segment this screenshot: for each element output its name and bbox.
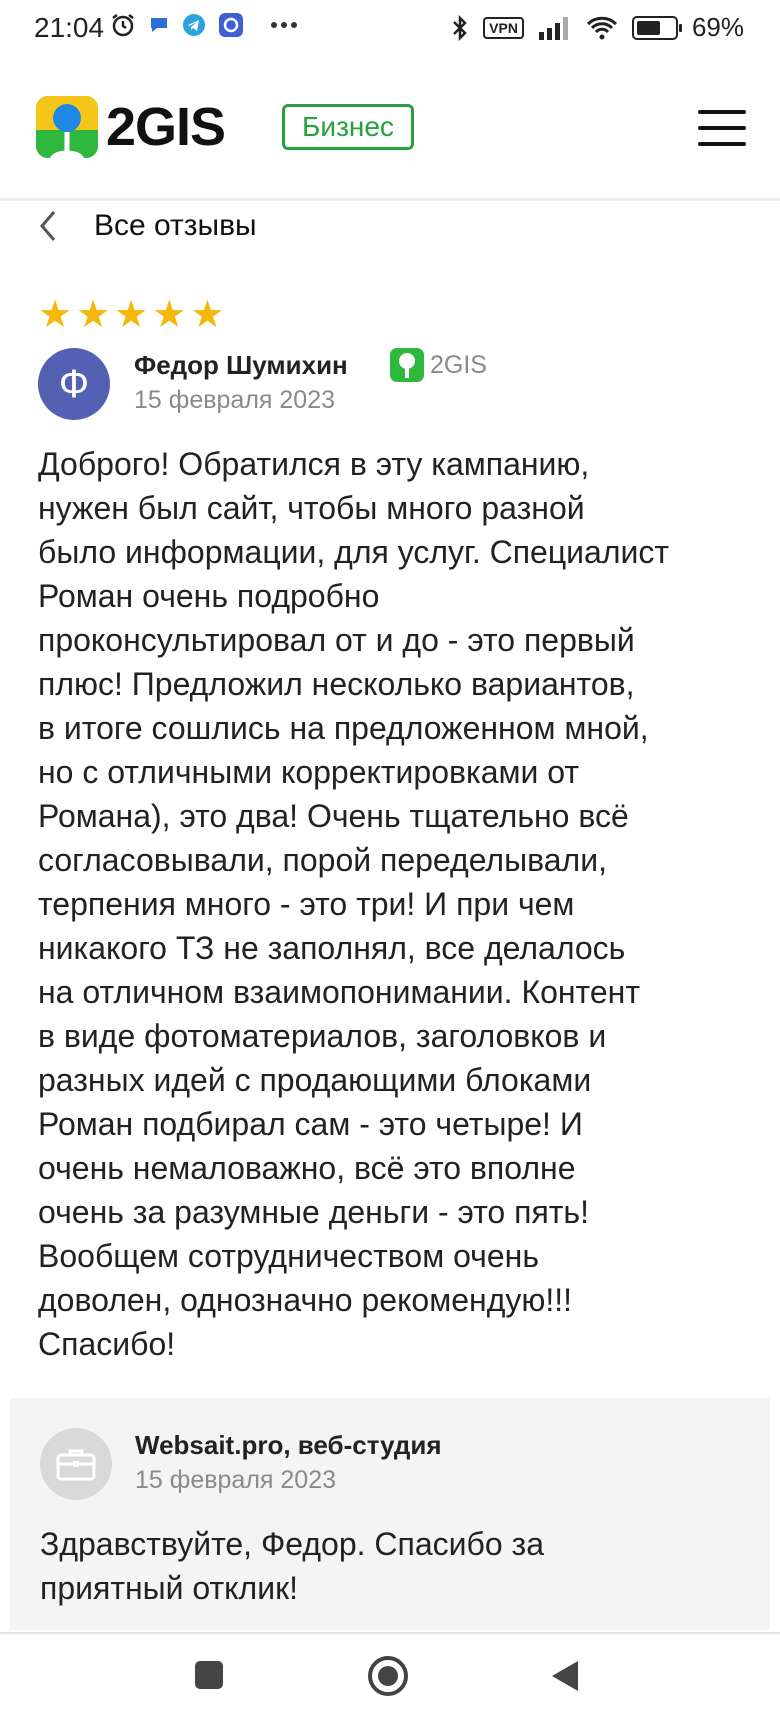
system-icons <box>451 12 744 43</box>
signal-icon <box>538 16 572 40</box>
mail-icon <box>218 12 244 38</box>
review-text: Доброго! Обратился в эту кампанию, нужен был сайт, чтобы много разной было информации, для услуг. Специалист Роман очень подробно проконсультировал от и до - это первый плюс! Предложил несколько вариантов, в итоге сошлись на предложенном мной, но с отличными корректировками от Романа), это два! Очень тщательно всё согласовывали, порой переделывали, терпения много - это три! И при чем никакого ТЗ не заполнял, все делалось на отличном взаимопонимании. Контент в виде фотоматериалов, заголовков и разных идей с продающими блоками Роман подбирал сам - это четыре! И очень немаловажно, всё это вполне очень за разумные деньги - это пять! Вообщем сотрудничеством очень доволен, однозначно рекомендую!!! Спасибо! <box>38 446 670 1362</box>
star-icon: ★ <box>38 294 73 336</box>
app-header <box>0 72 780 201</box>
answer-date: 15 февраля 2023 <box>135 1466 337 1494</box>
battery-percent: 69% <box>691 12 744 42</box>
notification-icons <box>110 12 298 38</box>
review-date: 15 февраля 2023 <box>134 386 336 414</box>
recent-apps-button[interactable] <box>192 1658 226 1692</box>
vpn-icon: VPN <box>483 17 524 39</box>
back-button[interactable] <box>548 1658 582 1694</box>
system-navigation-bar <box>0 1632 780 1727</box>
logo-text: 2GIS <box>106 97 226 157</box>
back-label: Все отзывы <box>94 209 257 242</box>
briefcase-icon <box>56 1447 96 1481</box>
bluetooth-icon <box>451 15 469 41</box>
review-source <box>390 348 487 382</box>
home-button[interactable] <box>366 1654 410 1698</box>
2gis-source-icon <box>390 348 424 382</box>
avatar[interactable]: Ф <box>38 348 110 420</box>
answer-text: Здравствуйте, Федор. Спасибо за приятный отклик! <box>40 1526 544 1606</box>
organization-answer <box>10 1398 770 1630</box>
source-label: 2GIS <box>430 350 487 379</box>
2gis-logo-icon <box>36 96 98 158</box>
status-time: 21:04 <box>34 12 105 43</box>
business-badge[interactable]: Бизнес <box>282 104 414 150</box>
2gis-logo[interactable] <box>36 96 225 158</box>
more-icon <box>270 21 298 29</box>
message-icon <box>148 14 170 36</box>
battery-icon <box>632 16 678 40</box>
organization-name[interactable]: Websait.pro, веб-студия <box>135 1430 442 1460</box>
organization-avatar <box>40 1428 112 1500</box>
alarm-icon <box>110 12 136 38</box>
menu-line <box>698 142 746 146</box>
status-bar <box>0 0 780 56</box>
rating-stars <box>38 296 224 334</box>
wifi-icon <box>586 16 618 40</box>
chevron-left-icon <box>36 208 60 244</box>
menu-line <box>698 126 746 130</box>
hamburger-menu-icon[interactable] <box>698 110 746 146</box>
telegram-icon <box>182 13 206 37</box>
star-icon: ★ <box>76 294 111 336</box>
review-author[interactable]: Федор Шумихин <box>134 350 348 380</box>
star-icon: ★ <box>152 294 187 336</box>
star-icon: ★ <box>114 294 149 336</box>
menu-line <box>698 110 746 114</box>
star-icon: ★ <box>190 294 225 336</box>
back-to-all-reviews[interactable] <box>36 208 257 244</box>
